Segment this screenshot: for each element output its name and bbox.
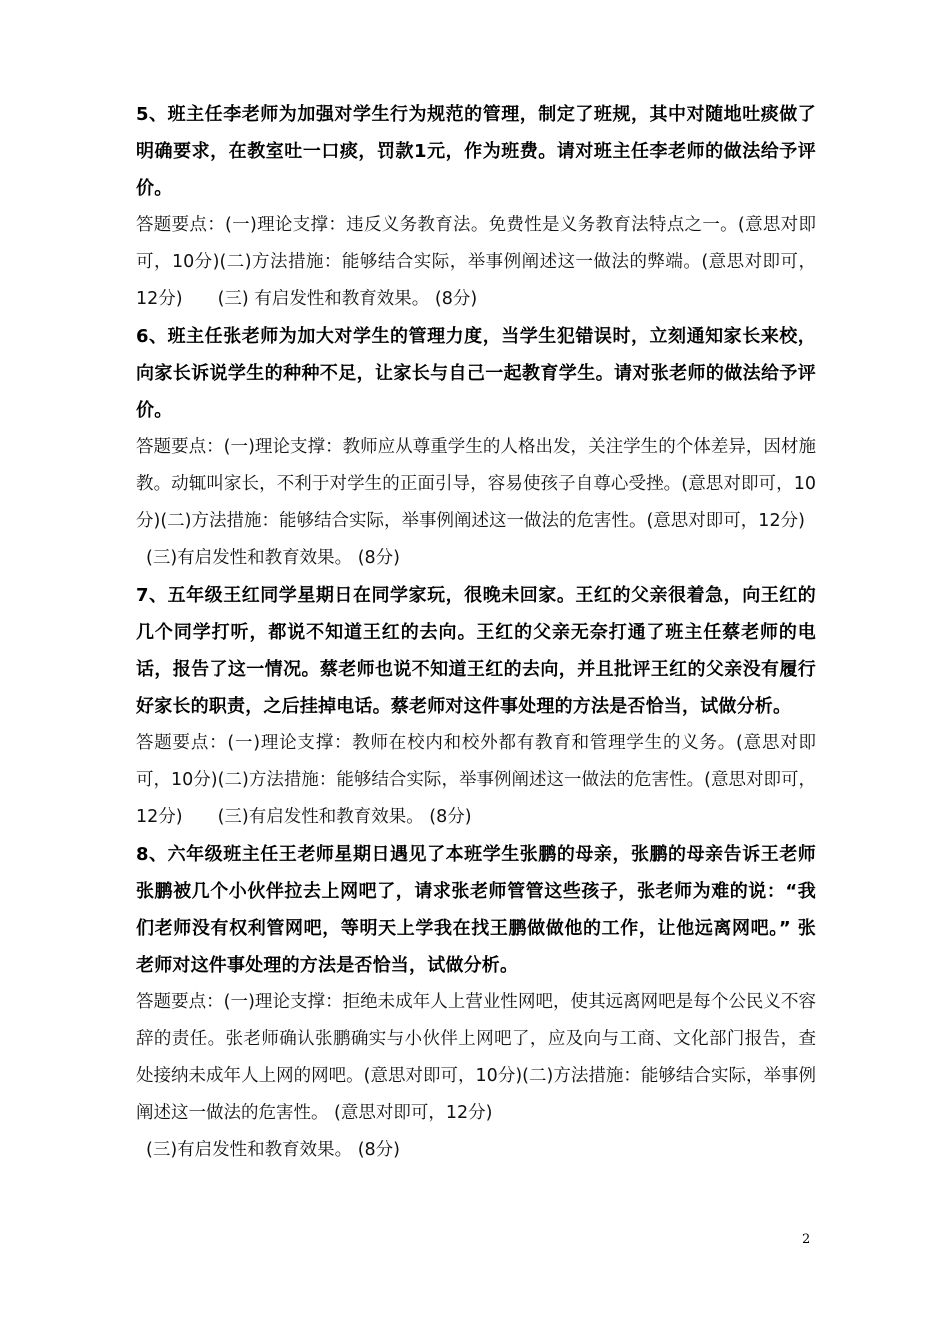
answer-8: 答题要点：(一)理论支撑：拒绝未成年人上营业性网吧，使其远离网吧是每个公民义不容辞的责任。张老师确认张鹏确实与小伙伴上网吧了，应及向与工商、文化部门报告，查处接纳未成年人上网的网吧。(意思对即可，10分)(二)方法措施：能够结合实际，举事例阐述这一做法的危害性。 (意思对即可，12分): [136, 992, 816, 1123]
answer-8-extra: (三)有启发性和教育效果。 (8分): [146, 1140, 401, 1160]
page-number: 2: [802, 1232, 811, 1247]
answer-6: 答题要点：(一)理论支撑：教师应从尊重学生的人格出发，关注学生的个体差异，因材施教。动辄叫家长，不利于对学生的正面引导，容易使孩子自尊心受挫。(意思对即可，10分)(二)方法措施：能够结合实际，举事例阐述这一做法的危害性。(意思对即可，12分): [136, 437, 816, 531]
page-content: [136, 96, 816, 1169]
question-8: 8、六年级班主任王老师星期日遇见了本班学生张鹏的母亲，张鹏的母亲告诉王老师张鹏被几个小伙伴拉去上网吧了，请求张老师管管这些孩子，张老师为难的说：“我们老师没有权利管网吧，等明天上学我在找王鹏做做他的工作，让他远离网吧。” 张老师对这件事处理的方法是否恰当，试做分析。: [136, 844, 816, 976]
answer-5: 答题要点：(一)理论支撑：违反义务教育法。免费性是义务教育法特点之一。(意思对即可，10分)(二)方法措施：能够结合实际，举事例阐述这一做法的弊端。(意思对即可，12分) (三) 有启发性和教育效果。 (8分): [136, 215, 816, 309]
answer-6-extra: (三)有启发性和教育效果。 (8分): [146, 548, 401, 568]
question-6: 6、班主任张老师为加大对学生的管理力度，当学生犯错误时，立刻通知家长来校，向家长诉说学生的种种不足，让家长与自己一起教育学生。请对张老师的做法给予评价。: [136, 326, 816, 421]
question-5: 5、班主任李老师为加强对学生行为规范的管理，制定了班规，其中对随地吐痰做了明确要求，在教室吐一口痰，罚款1元，作为班费。请对班主任李老师的做法给予评价。: [136, 104, 816, 199]
question-7: 7、五年级王红同学星期日在同学家玩，很晚未回家。王红的父亲很着急，向王红的几个同学打听，都说不知道王红的去向。王红的父亲无奈打通了班主任蔡老师的电话，报告了这一情况。蔡老师也说不知道王红的去向，并且批评王红的父亲没有履行好家长的职责，之后挂掉电话。蔡老师对这件事处理的方法是否恰当，试做分析。: [136, 585, 816, 717]
answer-7: 答题要点：(一)理论支撑：教师在校内和校外都有教育和管理学生的义务。(意思对即可，10分)(二)方法措施：能够结合实际，举事例阐述这一做法的危害性。(意思对即可，12分) (三)有启发性和教育效果。 (8分): [136, 733, 816, 827]
